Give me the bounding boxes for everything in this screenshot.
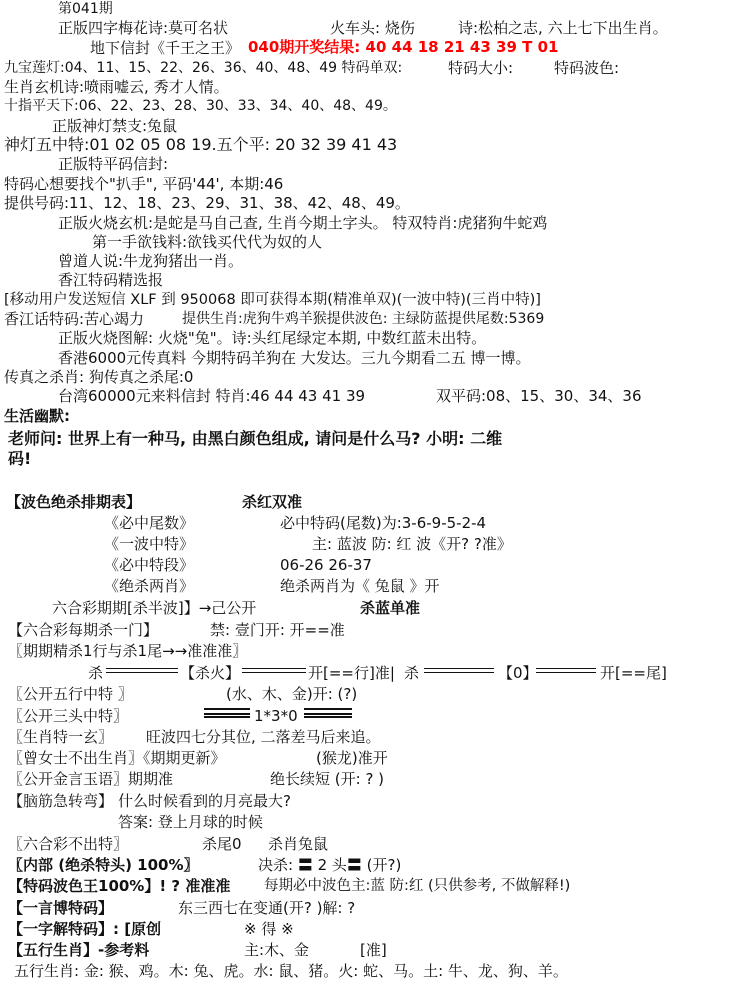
no-special-label: 〖六合彩不出特〗 [8,835,129,853]
fax-kill: 传真之杀肖: 狗传真之杀尾:0 [4,368,194,386]
separator-line [424,668,494,673]
one-char-value: ※ 得 ※ [244,920,294,938]
golden-words-value: 绝长续短 (开: ? ) [270,770,385,788]
must-segment-label: 《必中特段》 [104,556,195,574]
wave-kill-table-title: 【波色绝杀排期表】 [6,493,142,511]
kill-prefix-1: 杀 [88,664,104,682]
provided-numbers: 提供号码:11、12、18、23、29、31、38、42、48、49。 [4,194,410,212]
wave-king-value: 每期必中波色主:蓝 防:红 (只供参考, 不做解释!) [264,878,571,894]
kill-red-double: 杀红双准 [242,493,303,511]
lamp-five: 神灯五中特:01 02 05 08 19.五个平: 20 32 39 41 43 [4,135,398,154]
five-element-zodiac-label: 【五行生肖】-参考料 [8,941,150,959]
issue-number: 第041期 [58,1,113,17]
one-char-label: 【一字解特码】: [原创 [8,920,162,938]
five-element-zodiac-main: 主:木、金 [244,941,310,959]
underground-envelope: 地下信封《千王之王》 [90,39,241,57]
zodiac-mystery-value: 旺波四七分其位, 二落差马后来追。 [146,728,381,746]
must-tail-value: 必中特码(尾数)为:3-6-9-5-2-4 [280,514,487,532]
ms-zeng-label: 〖曾女士不出生肖〗《期期更新》 [8,749,226,767]
kill-zodiac-value: 杀肖兔鼠 [268,835,329,853]
draw-result: 040期开奖结果: 40 44 18 21 43 39 T 01 [248,38,559,56]
hongkong-select: 香江特码精选报 [58,271,164,289]
riddle-question: 什么时候看到的月亮最大? [118,792,291,810]
double-flat: 双平码:08、15、30、34、36 [436,387,642,405]
inner-kill-value: 决杀: 〓 2 头〓 (开?) [258,856,402,874]
joke-line-1: 老师问: 世界上有一种马, 由黑白颜色组成, 请问是什么马? 小明: 二维 [8,429,503,448]
train-head: 火车头: 烧伤 [330,19,415,37]
taiwan-envelope: 台湾60000元来料信封 特肖:46 44 43 41 39 [58,387,366,405]
kill-two-value: 绝杀两肖为《 兔鼠 》开 [280,577,440,595]
one-wave-label: 《一波中特》 [104,535,195,553]
three-head-label: 〖公开三头中特〗 [8,707,129,725]
separator-bar [204,708,250,715]
kill-fire-label: 【杀火】 [180,664,241,682]
three-head-value: 1*3*0 [254,707,298,725]
fire-mystery: 正版火烧玄机:是蛇是马自己查, 生肖今期土字头。 特双特肖:虎猪狗牛蛇鸡 [58,214,548,232]
five-element-zodiac-list: 五行生肖: 金: 猴、鸡。木: 兔、虎。水: 鼠、猪。火: 蛇、马。土: 牛、龙、狗、羊。 [14,962,568,980]
ten-fingers: 十指平天下:06、22、23、28、30、33、34、40、48、49。 [4,98,397,114]
zodiac-poem: 生肖玄机诗:喷雨嘘云, 秀才人情。 [4,78,229,96]
plum-poem: 正版四字梅花诗:莫可名状 [58,19,229,37]
pine-poem: 诗:松柏之志, 六上七下出生肖。 [458,19,668,37]
hongkong-words: 香江话特码:苦心竭力 [4,310,145,328]
must-segment-value: 06-26 26-37 [280,556,372,574]
five-element-zodiac-accurate: [准] [360,941,387,959]
five-element-value: (水、木、金)开: (?) [226,685,358,703]
wave-color-label: 特码波色: [554,59,620,77]
provided-zodiac: 提供生肖:虎狗牛鸡羊猴提供波色: 主绿防蓝提供尾数:5369 [182,311,545,327]
five-element-label: 〖公开五行中特 〗 [8,685,133,703]
kill-blue-single: 杀蓝单准 [360,599,421,617]
ms-zeng-value: (猴龙)准开 [316,749,388,767]
kill-one-door-label: 【六合彩每期杀一门】 [8,621,159,639]
one-word-bet-label: 【一言博特码】 [8,899,114,917]
kill-prefix-2: 杀 [404,664,420,682]
nine-lotus-lamp: 九宝莲灯:04、11、15、22、26、36、40、48、49 特码单双: [4,60,403,76]
one-word-bet-value: 东三西七在变通(开? )解: ? [178,899,356,917]
sms-notice: [移动用户发送短信 XLF 到 950068 即可获得本期(精准单双)(一波中特)(三肖中特)] [4,292,541,308]
separator-bar [304,716,352,718]
golden-words-label: 〖公开金言玉语〗期期准 [8,770,174,788]
fax-material: 香港6000元传真料 今期特码羊狗在 大发达。三九今期看二五 博一博。 [58,349,531,367]
separator-bar [204,716,250,718]
zodiac-mystery-label: 〖生肖特一玄〗 [8,728,114,746]
separator-bar [304,708,352,715]
taoist-said: 曾道人说:牛龙狗猪出一肖。 [58,252,244,270]
kill-zero-label: 【0】 [498,664,538,682]
riddle-label: 【脑筋急转弯】 [8,792,114,810]
first-hand-material: 第一手欲钱料:欲钱买代代为奴的人 [92,233,323,251]
fire-diagram: 正版火烧图解: 火烧"兔"。诗:头红尾绿定本期, 中数红蓝未出特。 [58,329,487,347]
riddle-answer: 答案: 登上月球的时候 [118,813,263,831]
life-humor: 生活幽默: [4,407,70,425]
separator-line [536,668,596,673]
kill-tail-value: 杀尾0 [202,835,242,853]
size-label: 特码大小: [448,59,514,77]
half-wave-label: 六合彩期期[杀半波]】→己公开 [52,599,257,617]
separator-line [106,668,178,673]
pickpocket-line: 特码心想要找个"扒手", 平码'44', 本期:46 [4,175,284,193]
flat-code-envelope: 正版特平码信封: [58,155,169,173]
joke-line-2: 码! [8,449,32,468]
kill-tail-open: 开[==尾] [600,664,667,682]
forbidden-branch: 正版神灯禁支:兔鼠 [52,117,178,135]
kill-two-label: 《绝杀两肖》 [104,577,195,595]
kill-one-door-value: 禁: 壹门开: 开==准 [210,621,345,639]
kill-element-tail-label: 〖期期精杀1行与杀1尾→→准准准〗 [8,642,248,660]
one-wave-value: 主: 蓝波 防: 红 波《开? ?准》 [312,535,512,553]
inner-kill-label: 〖内部 (绝杀特头) 100%〗 [8,856,199,874]
separator-line [242,668,306,673]
wave-king-label: 【特码波色王100%】! ? 准准准 [8,877,231,895]
kill-fire-open: 开[==行]准| [308,664,395,682]
must-tail-label: 《必中尾数》 [104,514,195,532]
